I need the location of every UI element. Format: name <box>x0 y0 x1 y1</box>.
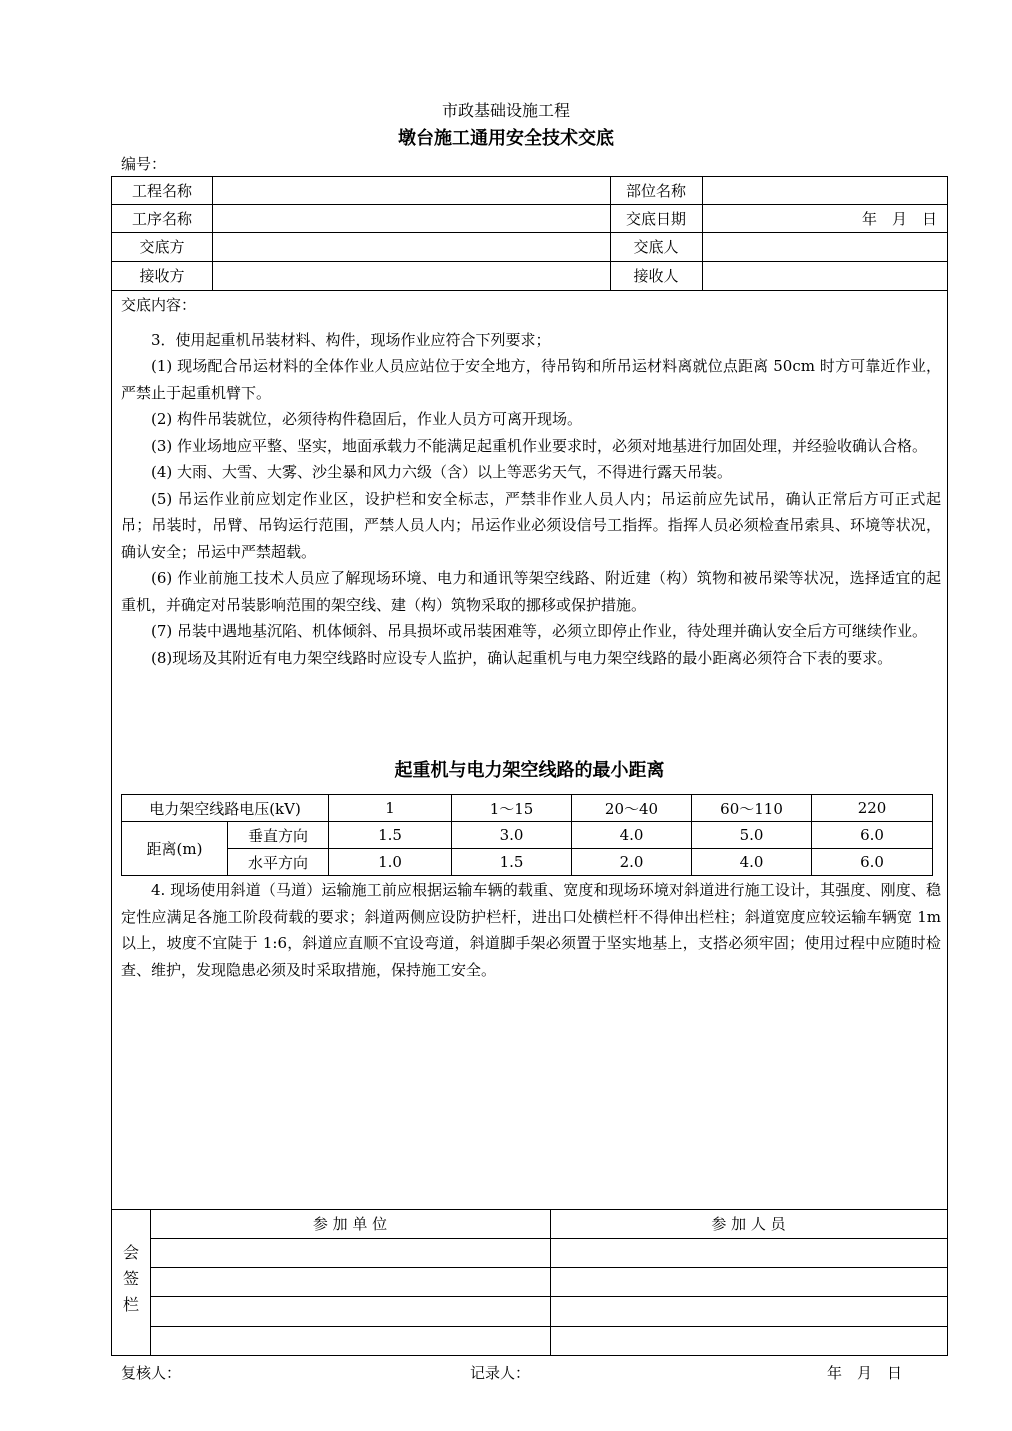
horizontal-cell: 1.0 <box>329 849 452 876</box>
paragraph: 4. 现场使用斜道（马道）运输施工前应根据运输车辆的载重、宽度和现场环境对斜道进行施工设计，其强度、刚度、稳定性应满足各施工阶段荷载的要求；斜道两侧应设防护栏杆，进出口处横栏杆不得伸出栏柱；斜道宽度应较运输车辆宽 1m 以上，坡度不宜陡于 1:6，斜道应直顺不宜设弯道，斜道脚手架必须置于坚实地基上，支搭必须牢固；使用过程中应随时检查、维护，发现隐患必须及时采取措施，保持施工安全。 <box>121 881 941 979</box>
paragraph: (7) 吊装中遇地基沉陷、机体倾斜、吊具损坏或吊装困难等，必须立即停止作业，待处理并确认安全后方可继续作业。 <box>151 622 928 640</box>
reviewer-label: 复核人： <box>121 1364 182 1382</box>
horizontal-cell: 2.0 <box>572 849 692 876</box>
content-label: 交底内容： <box>121 296 197 314</box>
date-field[interactable]: 年 月 日 <box>861 209 937 228</box>
paragraph: (6) 作业前施工技术人员应了解现场环境、电力和通讯等架空线路、附近建（构）筑物和被吊梁等状况，选择适宜的起重机，并确定对吊装影响范围的架空线、建（构）筑物采取的挪移或保护措施。 <box>121 569 941 614</box>
briefing-content <box>121 292 941 671</box>
signing-label-char: 会 <box>122 1243 139 1262</box>
giver-party-field[interactable] <box>212 232 610 261</box>
row-divider <box>150 1296 947 1297</box>
vertical-cell: 4.0 <box>572 822 692 849</box>
table-row <box>122 849 933 876</box>
paragraph: 3．使用起重机吊装材料、构件，现场作业应符合下列要求； <box>151 330 551 349</box>
vertical-label: 垂直方向 <box>228 822 329 849</box>
paragraph: (1) 现场配合吊运材料的全体作业人员应站位于安全地方，待吊钩和所吊运材料离就位点距离 50cm 时方可靠近作业，严禁止于起重机臂下。 <box>121 357 941 402</box>
receiver-field[interactable] <box>702 261 947 290</box>
location-field[interactable] <box>702 177 947 204</box>
serial-number-label: 编号： <box>121 155 167 173</box>
date-label: 交底日期 <box>625 209 686 228</box>
giver-party-label: 交底方 <box>139 238 185 256</box>
location-label: 部位名称 <box>625 182 686 200</box>
row-divider <box>150 1326 947 1327</box>
paragraph: (3) 作业场地应平整、坚实，地面承载力不能满足起重机作业要求时，必须对地基进行加固处理，并经验收确认合格。 <box>151 436 928 455</box>
table-title: 起重机与电力架空线路的最小距离 <box>394 760 665 781</box>
paragraph: (8)现场及其附近有电力架空线路时应设专人监护，确认起重机与电力架空线路的最小距离必须符合下表的要求。 <box>151 648 893 667</box>
horizontal-label: 水平方向 <box>228 849 329 876</box>
process-field[interactable] <box>212 204 610 232</box>
paragraph: (5) 吊运作业前应划定作业区，设护栏和安全标志，严禁非作业人员人内；吊运前应先试吊，确认正常后方可正式起吊；吊装时，吊臂、吊钩运行范围，严禁人员人内；吊运作业必须设信号工指挥。指挥人员必须检查吊索具、环境等状况，确认安全；吊运中严禁超载。 <box>121 489 941 561</box>
horizontal-cell: 4.0 <box>692 849 812 876</box>
paragraph: (2) 构件吊装就位，必须待构件稳固后，作业人员方可离开现场。 <box>151 410 583 428</box>
receiver-party-label: 接收方 <box>139 267 185 285</box>
table-row <box>122 822 933 849</box>
project-name-field[interactable] <box>212 177 610 204</box>
document-subtitle: 市政基础设施工程 <box>441 101 570 120</box>
voltage-cell: 1 <box>329 795 452 822</box>
vertical-cell: 6.0 <box>812 822 933 849</box>
voltage-cell: 20～40 <box>572 795 692 822</box>
briefing-content-continued <box>121 877 941 983</box>
signing-label <box>112 1240 150 1318</box>
people-header: 参 加 人 员 <box>711 1215 786 1233</box>
giver-label: 交底人 <box>633 238 679 256</box>
row-divider <box>150 1238 947 1239</box>
paragraph: (4) 大雨、大雪、大雾、沙尘暴和风力六级（含）以上等恶劣天气，不得进行露天吊装。 <box>151 463 733 481</box>
vertical-cell: 5.0 <box>692 822 812 849</box>
signing-label-char: 栏 <box>122 1295 139 1314</box>
project-name-label: 工程名称 <box>131 182 192 200</box>
voltage-label: 电力架空线路电压(kV) <box>122 795 329 822</box>
voltage-cell: 220 <box>812 795 933 822</box>
voltage-cell: 60～110 <box>692 795 812 822</box>
minimum-distance-table <box>121 794 933 876</box>
giver-field[interactable] <box>702 232 947 261</box>
recorder-label: 记录人： <box>470 1364 531 1382</box>
row-divider <box>112 290 947 291</box>
table-row <box>122 795 933 822</box>
process-label: 工序名称 <box>131 209 192 228</box>
receiver-party-field[interactable] <box>212 261 610 290</box>
distance-label: 距离(m) <box>122 822 228 876</box>
footer-date: 年 月 日 <box>827 1364 903 1382</box>
row-divider <box>150 1267 947 1268</box>
horizontal-cell: 1.5 <box>452 849 572 876</box>
voltage-cell: 1～15 <box>452 795 572 822</box>
unit-header: 参 加 单 位 <box>312 1215 388 1233</box>
horizontal-cell: 6.0 <box>812 849 933 876</box>
vertical-cell: 3.0 <box>452 822 572 849</box>
signing-label-char: 签 <box>122 1269 139 1288</box>
vertical-cell: 1.5 <box>329 822 452 849</box>
receiver-label: 接收人 <box>633 267 679 285</box>
document-title: 墩台施工通用安全技术交底 <box>398 128 614 149</box>
